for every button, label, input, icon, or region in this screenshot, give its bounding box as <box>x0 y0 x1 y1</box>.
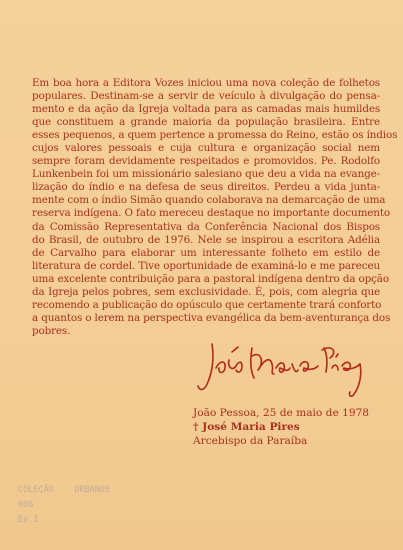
pencil-annotations <box>18 483 110 528</box>
body-line: recomendo a publicação do opúsculo que certamente trará conforto <box>32 298 382 311</box>
body-line: da Igreja pelos pobres, sem exclusividade. É, pois, com alegria que <box>32 285 380 298</box>
preface-body <box>32 77 398 338</box>
body-line: reserva indígena. O fato mereceu destaque no importante documento <box>32 207 390 220</box>
signer-name: † José Maria Pires <box>193 421 300 433</box>
body-line: do Brasil, de outubro de 1976. Nele se inspirou a escritora Adélia <box>32 233 380 246</box>
body-line: que constituem a grande maioria da população brasileira. Entre <box>32 116 380 129</box>
body-line: uma excelente contribuição para a pastoral indígena dentro da opção <box>32 272 389 285</box>
body-line: lização do índio e na defesa de seus direitos. Perdeu a vida junta- <box>32 181 380 194</box>
body-line: Em boa hora a Editora Vozes iniciou uma nova coleção de folhetos <box>32 77 380 89</box>
body-line: esses pequenos, a quem pertence a promessa do Reino, estão os índios <box>32 129 398 142</box>
pencil-note: Ex.1 <box>18 515 39 525</box>
body-line: da Comissão Representativa da Conferência Nacional dos Bispos <box>32 220 380 233</box>
body-line: mento e da ação da Igreja voltada para as camadas mais humildes <box>32 103 380 116</box>
body-line: cujos valores pessoais e cuja cultura e organização social nem <box>32 142 380 155</box>
signer-title: Arcebispo da Paraíba <box>193 435 308 447</box>
body-line: populares. Destinam-se a servir de veículo à divulgação do pensa- <box>32 90 380 103</box>
body-line: pobres. <box>32 324 71 337</box>
handwritten-signature <box>192 330 372 402</box>
body-line: Lunkenbein foi um missionário salesiano que deu a vida na evange- <box>32 168 380 181</box>
body-line: sempre foram devidamente respeitados e promovidos. Pe. Rodolfo <box>32 155 380 168</box>
body-line: literatura de cordel. Tive oportunidade de examiná-lo e me pareceu <box>32 259 380 272</box>
pencil-note: COLEÇÃO URBANOS <box>18 485 111 495</box>
body-line: de Carvalho para elaborar um interessante folheto em estilo de <box>32 246 380 259</box>
body-line: mente com o índio Simão quando colaborava na demarcação de uma <box>32 194 386 207</box>
pencil-note: 006 <box>18 500 34 510</box>
body-line: a quantos o lerem na perspectiva evangélica da bem-aventurança dos <box>32 311 391 324</box>
closing-block <box>193 406 369 448</box>
place-date: João Pessoa, 25 de maio de 1978 <box>193 407 370 419</box>
